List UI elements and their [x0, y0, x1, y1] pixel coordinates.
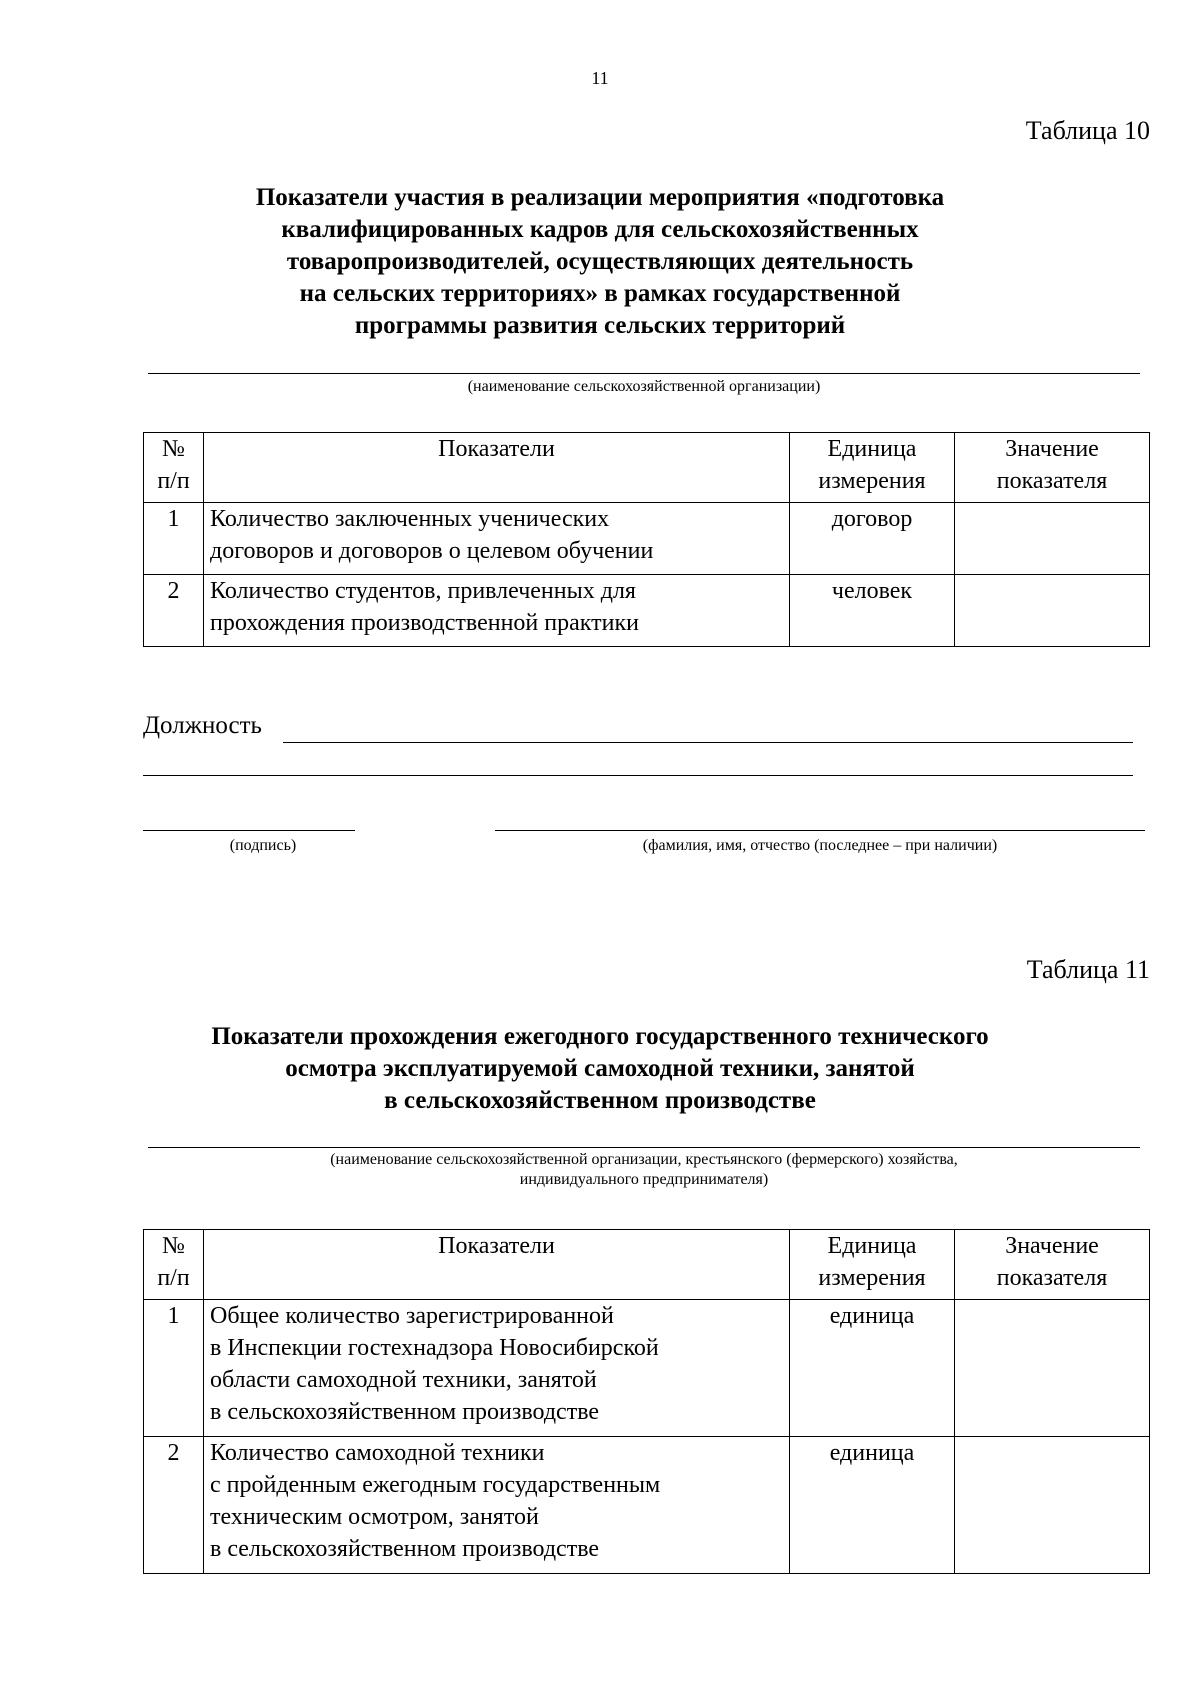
row-unit: человек	[790, 575, 955, 647]
row-num: 2	[144, 575, 204, 647]
row-indicator: Количество заключенных ученических договоров и договоров о целевом обучении	[204, 503, 790, 575]
position-line-2[interactable]	[143, 775, 1133, 776]
title-line: Показатели участия в реализации мероприятия «подготовка	[255, 184, 945, 211]
table-10-title	[100, 182, 1100, 342]
row-unit: договор	[790, 503, 955, 575]
header-indicators: Показатели	[204, 1230, 790, 1300]
row-unit: единица	[790, 1300, 955, 1437]
table-10	[143, 432, 1150, 647]
position-line[interactable]	[283, 742, 1133, 743]
row-value[interactable]	[955, 503, 1150, 575]
table-row	[144, 503, 1150, 575]
row-indicator: Количество студентов, привлеченных для прохождения производственной практики	[204, 575, 790, 647]
header-unit: Единица измерения	[790, 433, 955, 503]
title-line: Показатели прохождения ежегодного государственного технического	[211, 1023, 989, 1050]
page-number: 11	[591, 68, 609, 88]
table-header-row	[144, 1230, 1150, 1300]
header-num: № п/п	[144, 1230, 204, 1300]
row-unit: единица	[790, 1437, 955, 1574]
header-indicators: Показатели	[204, 433, 790, 503]
row-num: 1	[144, 1300, 204, 1437]
title-line: осмотра эксплуатируемой самоходной техники, занятой	[285, 1055, 915, 1082]
org-name-line	[148, 1147, 1140, 1148]
title-line: программы развития сельских территорий	[354, 312, 846, 339]
title-line: товаропроизводителей, осуществляющих деятельность	[286, 248, 914, 275]
table-row	[144, 575, 1150, 647]
row-indicator: Количество самоходной техники с пройденным ежегодным государственным техническим осмотром, занятой в сельскохозяйственном производстве	[204, 1437, 790, 1574]
header-value: Значение показателя	[955, 433, 1150, 503]
table-row	[144, 1437, 1150, 1574]
table-11-caption: Таблица 11	[1026, 955, 1150, 984]
title-line: в сельскохозяйственном производстве	[384, 1087, 816, 1114]
header-unit: Единица измерения	[790, 1230, 955, 1300]
row-indicator: Общее количество зарегистрированной в Инспекции гостехнадзора Новосибирской области самоходной техники, занятой в сельскохозяйственном производстве	[204, 1300, 790, 1437]
title-line: на сельских территориях» в рамках государственной	[299, 280, 901, 307]
row-value[interactable]	[955, 1300, 1150, 1437]
row-num: 1	[144, 503, 204, 575]
table-header-row	[144, 433, 1150, 503]
table-row	[144, 1300, 1150, 1437]
org-name-line	[148, 373, 1140, 374]
full-name-note: (фамилия, имя, отчество (последнее – при наличии)	[642, 837, 998, 854]
table-10-caption: Таблица 10	[1025, 116, 1150, 145]
signature-line[interactable]	[143, 830, 355, 831]
org-name-note: (наименование сельскохозяйственной организации, крестьянского (фермерского) хозяйства, индивидуального предпринимателя)	[330, 1151, 958, 1188]
header-value: Значение показателя	[955, 1230, 1150, 1300]
row-num: 2	[144, 1437, 204, 1574]
title-line: квалифицированных кадров для сельскохозяйственных	[281, 216, 919, 243]
org-name-note: (наименование сельскохозяйственной организации)	[467, 378, 821, 395]
row-value[interactable]	[955, 1437, 1150, 1574]
row-value[interactable]	[955, 575, 1150, 647]
table-11-title	[100, 1021, 1100, 1117]
position-label: Должность	[143, 712, 262, 739]
header-num: № п/п	[144, 433, 204, 503]
signature-note: (подпись)	[229, 837, 297, 854]
table-11	[143, 1229, 1150, 1574]
full-name-line[interactable]	[495, 830, 1145, 831]
